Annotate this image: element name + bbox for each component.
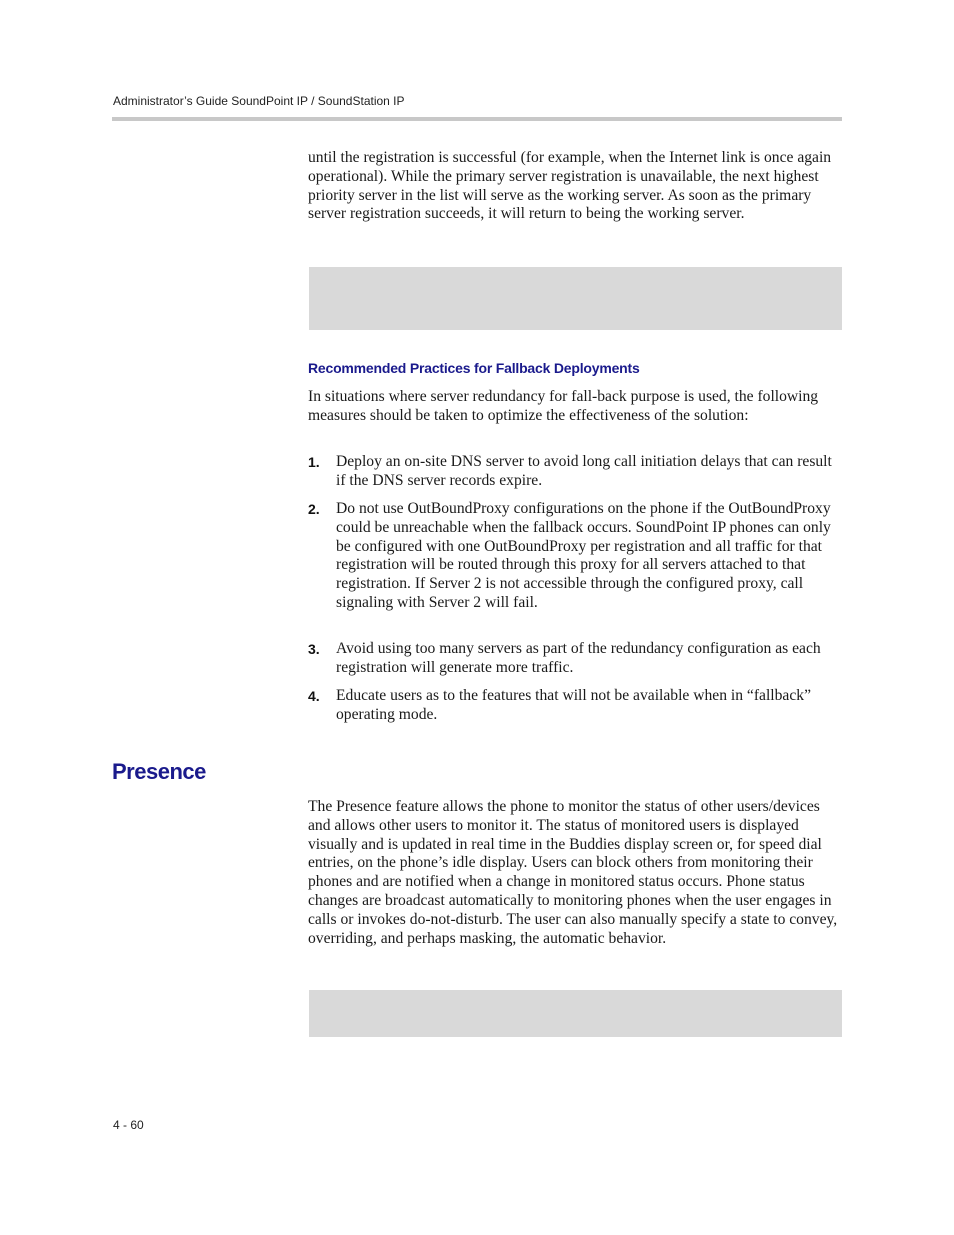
list-number: 4. (308, 688, 320, 704)
list-number: 2. (308, 501, 320, 517)
note-box-1 (309, 267, 842, 330)
presence-paragraph: The Presence feature allows the phone to monitor the status of other users/devices and allows other users to monitor it. The status of monitored users is displayed visually and is updated in real time in the Buddies display screen or, for speed dial entries, on the phone’s idle display. Users can block others from monitoring their phones and are notified when a change in monitored status occurs. Phone status changes are broadcast automatically to monitoring phones when the user engages in calls or invokes do-not-disturb. The user can also manually specify a state to convey, overriding, and perhaps masking, the automatic behavior. (308, 798, 838, 947)
fallback-subheading: Recommended Practices for Fallback Deployments (308, 360, 640, 376)
running-header: Administrator’s Guide SoundPoint IP / SoundStation IP (113, 94, 405, 108)
note-box-2 (309, 990, 842, 1037)
presence-heading: Presence (112, 759, 206, 784)
list-number: 3. (308, 641, 320, 657)
list-text: Educate users as to the features that will not be available when in “fallback” operating mode. (336, 687, 811, 723)
list-text: Do not use OutBoundProxy configurations on the phone if the OutBoundProxy could be unreachable when the fallback occurs. SoundPoint IP phones can only be configured with one OutBoundProxy per registration and all traffic for that registration will be routed through this proxy for all servers attached to that registration. If Server 2 is not accessible through the configured proxy, call signaling with Server 2 will fail. (336, 500, 831, 611)
page-number: 4 - 60 (113, 1118, 144, 1132)
header-rule (112, 117, 842, 121)
list-text: Avoid using too many servers as part of the redundancy configuration as each registration will generate more traffic. (336, 640, 821, 676)
intro-paragraph: until the registration is successful (for example, when the Internet link is once again operational). While the primary server registration is unavailable, the next highest priority server in the list will serve as the working server. As soon as the primary server registration succeeds, it will return to being the working server. (308, 149, 832, 223)
list-text: Deploy an on-site DNS server to avoid long call initiation delays that can result if the DNS server records expire. (336, 453, 832, 489)
list-number: 1. (308, 454, 320, 470)
fallback-paragraph: In situations where server redundancy for fall-back purpose is used, the following measures should be taken to optimize the effectiveness of the solution: (308, 388, 819, 424)
